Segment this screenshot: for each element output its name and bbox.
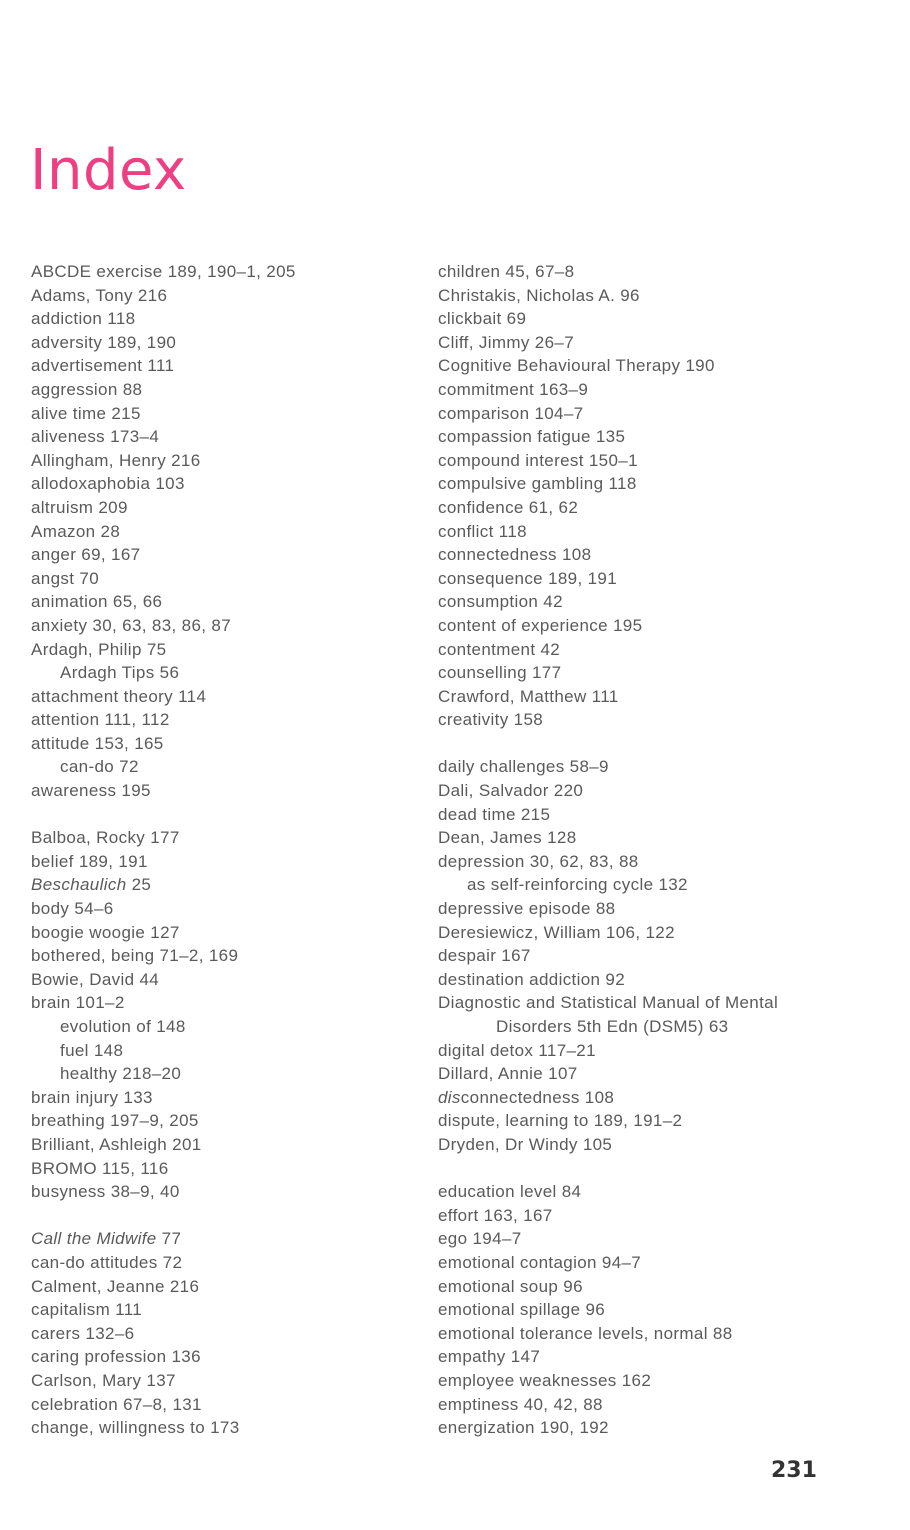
index-entry	[31, 1109, 411, 1133]
index-entry-text: brain 101–2	[31, 993, 125, 1013]
index-entry-text: Cliff, Jimmy 26–7	[438, 332, 575, 352]
index-entry	[31, 897, 411, 921]
index-entry-text: depression 30, 62, 83, 88	[438, 851, 639, 871]
index-entry	[438, 590, 878, 614]
index-entry-text: busyness 38–9, 40	[31, 1182, 180, 1202]
index-entry	[31, 614, 411, 638]
index-entry	[438, 661, 878, 685]
index-entry	[438, 354, 878, 378]
index-entry-text: dis	[438, 1087, 461, 1107]
index-entry-text: aliveness 173–4	[31, 427, 160, 447]
index-entry	[438, 873, 878, 897]
index-entry-text: addiction 118	[31, 309, 136, 329]
index-entry	[438, 472, 878, 496]
index-entry	[31, 307, 411, 331]
index-entry	[31, 260, 411, 284]
index-entry	[438, 897, 878, 921]
index-entry-text: attachment theory 114	[31, 686, 207, 706]
index-entry-text: Dillard, Annie 107	[438, 1064, 578, 1084]
index-entry	[438, 1298, 878, 1322]
index-entry	[438, 1322, 878, 1346]
index-entry	[31, 520, 411, 544]
index-entry-text: compassion fatigue 135	[438, 427, 626, 447]
index-entry-text: contentment 42	[438, 639, 561, 659]
index-entry	[438, 567, 878, 591]
index-entry-text: content of experience 195	[438, 615, 643, 635]
index-entry	[31, 1369, 411, 1393]
index-entry	[31, 850, 411, 874]
index-entry-text: bothered, being 71–2, 169	[31, 946, 239, 966]
index-entry-text: breathing 197–9, 205	[31, 1111, 199, 1131]
index-entry	[438, 968, 878, 992]
index-entry-text: ego 194–7	[438, 1229, 522, 1249]
index-entry-text: emotional contagion 94–7	[438, 1252, 642, 1272]
index-entry-text: awareness 195	[31, 781, 151, 801]
index-entry	[438, 1369, 878, 1393]
index-entry	[31, 449, 411, 473]
index-entry-text: compulsive gambling 118	[438, 474, 637, 494]
index-entry-text: effort 163, 167	[438, 1205, 553, 1225]
index-entry-text: Amazon 28	[31, 521, 121, 541]
index-entry	[438, 1393, 878, 1417]
index-entry	[438, 944, 878, 968]
index-entry-text: boogie woogie 127	[31, 922, 180, 942]
index-entry	[31, 1416, 411, 1440]
index-entry	[31, 590, 411, 614]
index-entry	[31, 873, 411, 897]
index-entry	[438, 614, 878, 638]
index-entry	[438, 1416, 878, 1440]
index-entry	[438, 638, 878, 662]
index-entry-text: anger 69, 167	[31, 545, 141, 565]
index-entry	[438, 1062, 878, 1086]
index-entry	[438, 284, 878, 308]
index-entry	[31, 944, 411, 968]
index-entry	[31, 543, 411, 567]
index-entry-text: altruism 209	[31, 497, 128, 517]
index-entry-text: creativity 158	[438, 710, 544, 730]
index-entry-text: Deresiewicz, William 106, 122	[438, 922, 675, 942]
index-entry-text: Dryden, Dr Windy 105	[438, 1134, 613, 1154]
index-entry-text: dead time 215	[438, 804, 551, 824]
index-entry-text: Call the Midwife	[31, 1229, 157, 1249]
index-entry	[31, 1039, 411, 1063]
index-entry	[438, 755, 878, 779]
index-entry-text: change, willingness to 173	[31, 1418, 240, 1438]
index-entry-text: alive time 215	[31, 403, 141, 423]
index-entry-text: Brilliant, Ashleigh 201	[31, 1134, 202, 1154]
index-entry-text: counselling 177	[438, 663, 562, 683]
index-entry-text: conflict 118	[438, 521, 527, 541]
index-entry	[438, 378, 878, 402]
index-entry	[438, 1109, 878, 1133]
index-entry-text: aggression 88	[31, 379, 143, 399]
index-entry	[31, 1015, 411, 1039]
index-entry-text: consumption 42	[438, 592, 563, 612]
index-entry-text: animation 65, 66	[31, 592, 163, 612]
index-entry	[31, 1062, 411, 1086]
index-entry-text: Disorders 5th Edn (DSM5) 63	[496, 1017, 729, 1036]
index-entry	[438, 543, 878, 567]
index-entry-text: Dean, James 128	[438, 828, 577, 848]
index-entry-text: BROMO 115, 116	[31, 1158, 169, 1178]
index-entry-text: angst 70	[31, 568, 100, 588]
index-entry-text: energization 190, 192	[438, 1418, 609, 1438]
index-entry	[438, 307, 878, 331]
index-entry-text: Christakis, Nicholas A. 96	[438, 285, 640, 305]
index-entry-text: Cognitive Behavioural Therapy 190	[438, 356, 715, 376]
index-entry-text: Dali, Salvador 220	[438, 781, 584, 801]
index-entry	[31, 1298, 411, 1322]
page-number: 231	[771, 1458, 817, 1483]
index-entry-text: fuel 148	[60, 1040, 124, 1060]
index-entry-text: allodoxaphobia 103	[31, 474, 185, 494]
index-entry-text: empathy 147	[438, 1347, 541, 1367]
index-entry-text: Calment, Jeanne 216	[31, 1276, 200, 1296]
index-entry-text: advertisement 111	[31, 356, 175, 376]
page-title: Index	[30, 138, 187, 203]
index-entry	[438, 850, 878, 874]
index-entry	[31, 1393, 411, 1417]
index-entry-text: Allingham, Henry 216	[31, 450, 201, 470]
index-entry-text: body 54–6	[31, 899, 114, 919]
index-entry	[438, 803, 878, 827]
index-entry	[31, 496, 411, 520]
index-entry	[438, 991, 878, 1015]
index-entry	[31, 921, 411, 945]
index-entry	[31, 425, 411, 449]
index-entry	[438, 1204, 878, 1228]
index-entry-text: brain injury 133	[31, 1087, 153, 1107]
index-entry-text: attention 111, 112	[31, 710, 170, 730]
index-entry-text: children 45, 67–8	[438, 262, 575, 281]
index-entry	[438, 1133, 878, 1157]
index-entry	[31, 378, 411, 402]
index-entry	[438, 708, 878, 732]
index-entry-text: Carlson, Mary 137	[31, 1370, 176, 1390]
index-entry-text: Bowie, David 44	[31, 969, 160, 989]
index-entry	[31, 638, 411, 662]
index-entry	[438, 1275, 878, 1299]
index-entry-text: employee weaknesses 162	[438, 1370, 652, 1390]
index-column-right	[438, 260, 878, 1440]
index-entry-text: emotional tolerance levels, normal 88	[438, 1323, 733, 1343]
index-entry-pages: 25	[126, 875, 152, 895]
index-entry	[31, 779, 411, 803]
index-entry	[31, 755, 411, 779]
index-entry-text: Crawford, Matthew 111	[438, 686, 619, 706]
index-entry-text: celebration 67–8, 131	[31, 1394, 202, 1414]
index-entry-text: can-do 72	[60, 757, 139, 777]
index-entry-text: attitude 153, 165	[31, 733, 164, 753]
index-entry-text: destination addiction 92	[438, 969, 626, 989]
index-entry	[31, 331, 411, 355]
index-entry-text: emotional spillage 96	[438, 1300, 606, 1320]
index-entry	[31, 708, 411, 732]
index-entry-text: can-do attitudes 72	[31, 1252, 183, 1272]
index-entry-text: education level 84	[438, 1182, 582, 1202]
index-entry-text: healthy 218–20	[60, 1064, 182, 1084]
index-entry	[438, 260, 878, 284]
index-entry-text: comparison 104–7	[438, 403, 584, 423]
index-entry	[438, 1345, 878, 1369]
index-entry	[31, 402, 411, 426]
index-entry	[31, 1157, 411, 1181]
index-entry	[438, 1180, 878, 1204]
index-entry-text: despair 167	[438, 946, 531, 966]
index-entry	[31, 1227, 411, 1251]
index-entry-text: Balboa, Rocky 177	[31, 828, 180, 848]
index-entry-text: adversity 189, 190	[31, 332, 177, 352]
index-entry	[438, 331, 878, 355]
index-entry	[438, 826, 878, 850]
index-entry-text: dispute, learning to 189, 191–2	[438, 1111, 683, 1131]
index-entry-text: ABCDE exercise 189, 190–1, 205	[31, 262, 296, 281]
index-entry	[438, 1086, 878, 1110]
index-entry	[438, 779, 878, 803]
index-entry-text: evolution of 148	[60, 1017, 186, 1036]
index-entry	[438, 921, 878, 945]
index-entry-text: connectedness 108	[438, 545, 592, 565]
index-entry-text: Beschaulich	[31, 875, 127, 895]
index-entry	[31, 661, 411, 685]
index-entry-text: caring profession 136	[31, 1347, 201, 1367]
index-entry-text: clickbait 69	[438, 309, 527, 329]
index-entry-text: daily challenges 58–9	[438, 757, 609, 777]
index-entry	[438, 496, 878, 520]
index-entry-text: Ardagh Tips 56	[60, 663, 180, 683]
index-entry	[438, 1227, 878, 1251]
index-entry	[438, 449, 878, 473]
index-entry	[31, 1180, 411, 1204]
index-entry	[438, 1251, 878, 1275]
index-entry	[31, 1275, 411, 1299]
index-entry	[438, 402, 878, 426]
index-entry	[31, 472, 411, 496]
index-entry-pages: connectedness 108	[460, 1087, 615, 1107]
index-entry	[438, 425, 878, 449]
index-entry-text: capitalism 111	[31, 1300, 143, 1320]
index-entry-text: Adams, Tony 216	[31, 285, 168, 305]
index-entry	[438, 1039, 878, 1063]
index-entry-text: commitment 163–9	[438, 379, 589, 399]
index-entry	[31, 732, 411, 756]
index-entry	[31, 991, 411, 1015]
index-entry	[31, 685, 411, 709]
index-entry	[438, 685, 878, 709]
index-entry-text: consequence 189, 191	[438, 568, 618, 588]
index-entry-text: emptiness 40, 42, 88	[438, 1394, 603, 1414]
index-entry	[31, 826, 411, 850]
index-entry	[31, 1322, 411, 1346]
index-entry	[31, 354, 411, 378]
index-entry-text: digital detox 117–21	[438, 1040, 596, 1060]
index-entry	[31, 1345, 411, 1369]
index-column-left	[31, 260, 411, 1440]
index-entry-text: anxiety 30, 63, 83, 86, 87	[31, 615, 232, 635]
index-entry-text: emotional soup 96	[438, 1276, 583, 1296]
index-entry	[31, 1086, 411, 1110]
index-entry-text: carers 132–6	[31, 1323, 135, 1343]
index-entry	[31, 968, 411, 992]
index-entry-text: compound interest 150–1	[438, 450, 638, 470]
index-entry-text: as self-reinforcing cycle 132	[467, 875, 688, 895]
index-entry-text: belief 189, 191	[31, 851, 148, 871]
index-entry	[31, 284, 411, 308]
index-entry-text: Diagnostic and Statistical Manual of Mental	[438, 993, 779, 1013]
index-entry	[438, 1015, 878, 1039]
index-entry	[438, 520, 878, 544]
index-entry-text: confidence 61, 62	[438, 497, 579, 517]
index-entry	[31, 1133, 411, 1157]
index-entry-text: depressive episode 88	[438, 899, 616, 919]
index-entry	[31, 1251, 411, 1275]
index-entry	[31, 567, 411, 591]
index-entry-text: Ardagh, Philip 75	[31, 639, 167, 659]
index-entry-pages: 77	[156, 1229, 182, 1249]
